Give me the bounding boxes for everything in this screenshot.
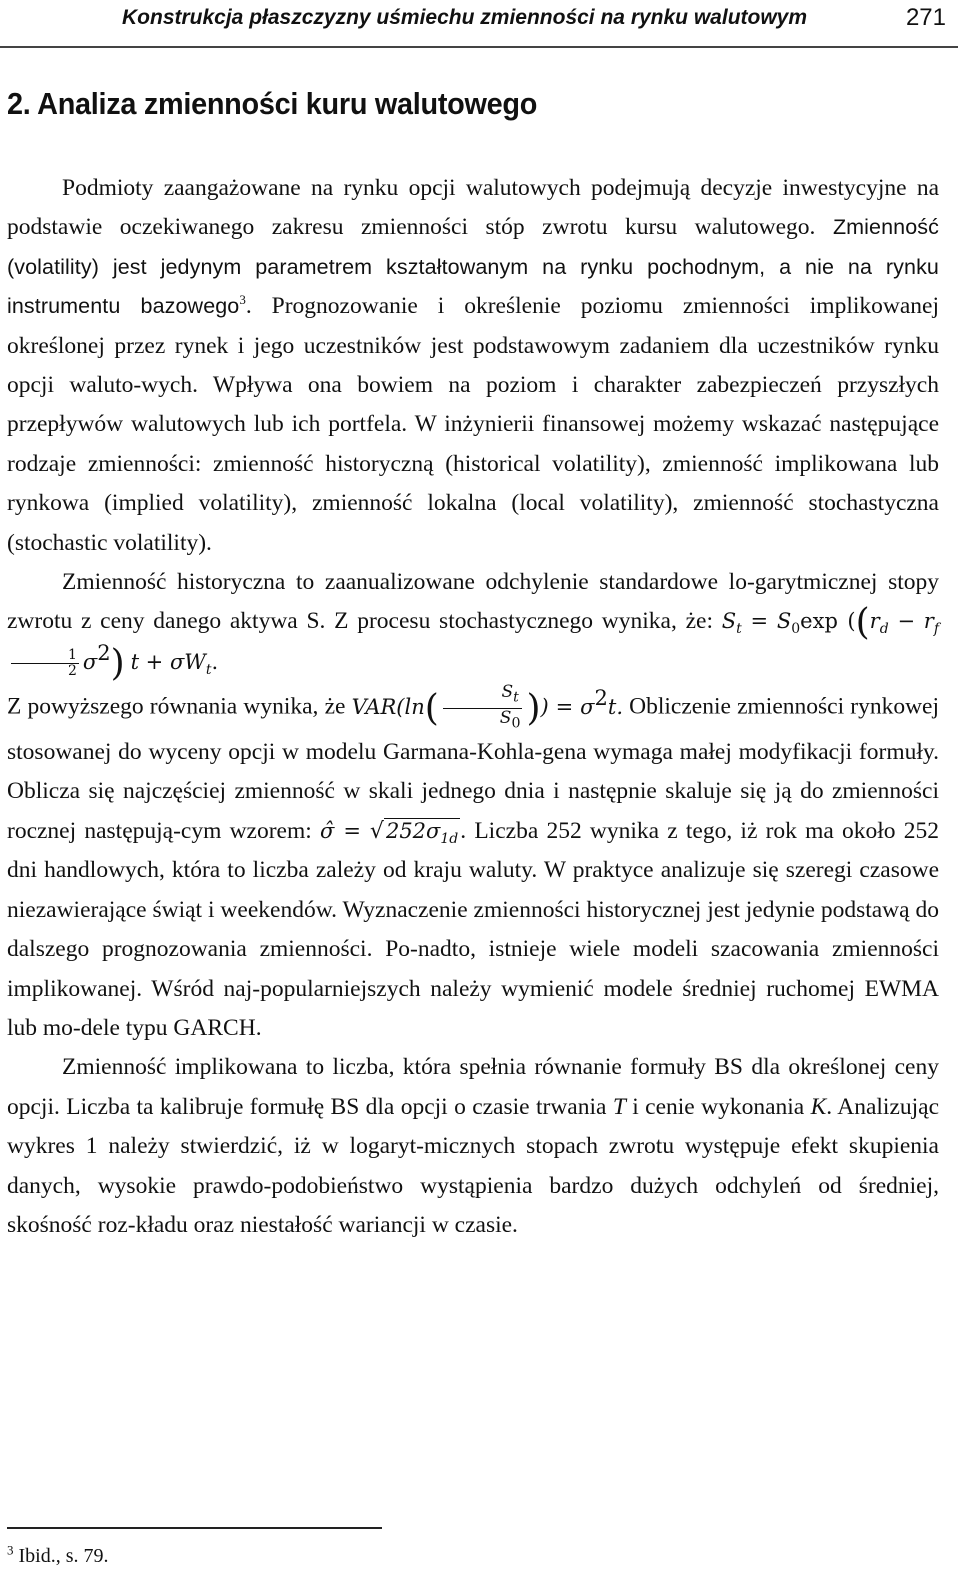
symbol-T: T: [612, 1093, 626, 1120]
section-heading: 2. Analiza zmienności kuru walutowego: [7, 86, 538, 121]
equation-gbm: $S_t = S_0\exp$ (($r_d - r_f$ $\frac{1}{2}$ $\sigma^2$) $t + \sigma W_t$.: [7, 608, 939, 674]
paragraph-2: [7, 563, 939, 1048]
body-text: [7, 169, 939, 1245]
equation-annualized-sigma: σ̂ = $√252\sigma_{1d}$: [319, 818, 459, 848]
paragraph-3-part-a: Zmienność implikowana to liczba, która spełnia równanie formuły BS dla określonej ceny opcji. Liczba ta kalibruje formułę BS dla opcji o czasie trwania: [7, 1054, 939, 1120]
paragraph-1-part-b: Zmienność (volatility) jest jedynym parametrem kształtowanym na rynku pochodnym, a nie na rynku instrumentu bazowego: [7, 215, 939, 319]
paragraph-2-part-a: Zmienność historyczna to zaanualizowane odchylenie standardowe lo-garytmicznej stopy zwrotu z ceny danego aktywa S. Z procesu stochastycznego wynika, że:: [7, 569, 939, 635]
paragraph-3-part-b: i cenie wykonania: [625, 1093, 811, 1120]
footnote-text: Ibid., s. 79.: [13, 1545, 109, 1567]
running-header: [0, 0, 958, 48]
paragraph-2-part-d: . Liczba 252 wynika z tego, iż rok ma około 252 dni handlowych, która to liczba zależy od kraju waluty. W praktyce analizuje się szeregi czasowe niezawierające świąt i weekendów. Wyznaczenie zmienności historycznej jest jedynie podstawą do dalszego prognozowania zmienności. Po-nadto, istnieje wiele modeli szacowania zmienności implikowanej. Wśród naj-popularniejszych należy wymienić modele średniej ruchomej EWMA lub mo-dele typu GARCH.: [7, 817, 939, 1041]
paragraph-2-part-b: Z powyższego równania wynika, że: [7, 693, 352, 720]
symbol-K: K: [810, 1093, 827, 1120]
equation-variance: VAR(ln( $\frac{S_t}{S_0}$ )) = $\sigma^2t$.: [351, 682, 624, 732]
fraction-st-over-s0: $\frac{S_t}{S_0}$: [443, 683, 523, 733]
paragraph-2-part-c: Obliczenie zmienności rynkowej stosowanej do wyceny opcji w modelu Garmana-Kohla-gena wymaga małej modyfikacji formuły. Oblicza się najczęściej zmienność w skali jednego dnia i następnie skaluje się ją do zmienności rocznej następują-cym wzorem:: [7, 693, 939, 844]
page-number: 271: [905, 4, 946, 31]
paragraph-3: [7, 1048, 939, 1245]
footnote-reference[interactable]: 3: [239, 292, 246, 308]
fraction-one-half: $\frac{1}{2}$: [11, 648, 79, 679]
running-header-title: Konstrukcja płaszczyzny uśmiechu zmienności na rynku walutowym: [122, 6, 808, 29]
paragraph-1-part-a: Podmioty zaangażowane na rynku opcji walutowych podejmują decyzje inwestycyjne na podstawie oczekiwanego zakresu zmienności stóp zwrotu kursu walutowego.: [7, 175, 939, 241]
paragraph-3-part-c: . Analizując wykres 1 należy stwierdzić, iż w logaryt-micznych stopach zwrotu występuje efekt skupienia danych, wysokie prawdo-podobieństwo wystąpienia bardzo dużych odchyleń od średniej, skośność roz-kładu oraz niestałość wariancji w czasie.: [7, 1093, 940, 1238]
paragraph-1: [7, 169, 939, 563]
footnote-separator: [7, 1527, 382, 1529]
footnote: [7, 1542, 109, 1568]
footnote-mark: 3: [7, 1542, 14, 1558]
paragraph-1-part-c: . Prognozowanie i określenie poziomu zmienności implikowanej określonej przez rynek i jego uczestników jest podstawowym zadaniem dla uczestników rynku opcji waluto-wych. Wpływa ona bowiem na poziom i charakter zabezpieczeń przyszłych przepływów walutowych lub ich portfela. W inżynierii finansowej możemy wskazać następujące rodzaje zmienności: zmienność historyczną (historical volatility), zmienność implikowana lub rynkowa (implied volatility), zmienność lokalna (local volatility), zmienność stochastyczna (stochastic volatility).: [7, 293, 940, 556]
